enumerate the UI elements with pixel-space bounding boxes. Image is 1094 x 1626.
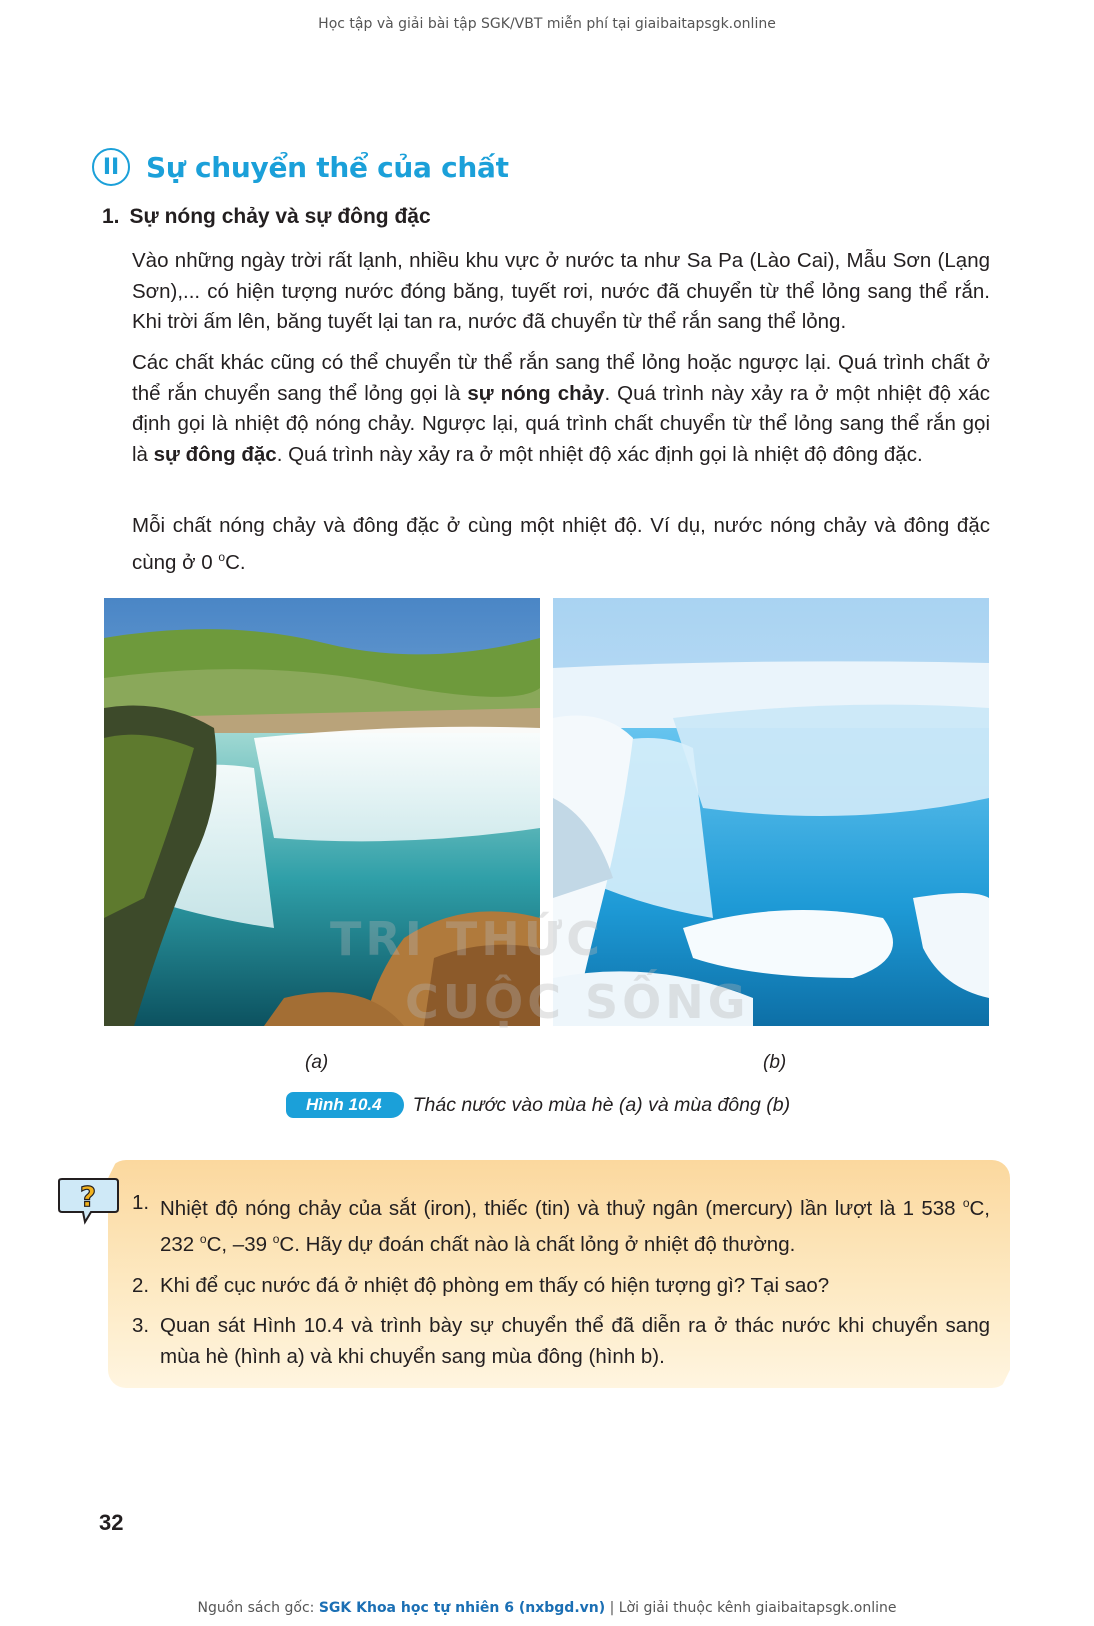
question-item	[132, 1188, 990, 1261]
paragraph-3-text: C.	[225, 550, 246, 574]
watermark-line-1: TRI THỨC	[330, 912, 604, 966]
subsection-title: Sự nóng chảy và sự đông đặc	[129, 205, 431, 228]
figure-caption-label: Hình 10.4	[286, 1092, 404, 1118]
term-solidification: sự đông đặc	[153, 442, 277, 466]
question-bubble-icon	[55, 1177, 121, 1225]
section-title: Sự chuyển thể của chất	[146, 150, 509, 184]
degree-mark: o	[962, 1196, 970, 1210]
section-heading	[92, 148, 509, 186]
winter-waterfall-image	[553, 598, 989, 1026]
figure-label-a: (a)	[305, 1052, 329, 1073]
term-melting: sự nóng chảy	[467, 381, 605, 405]
question-number: 3.	[132, 1314, 150, 1338]
paragraph-1: Vào những ngày trời rất lạnh, nhiều khu vực ở nước ta như Sa Pa (Lào Cai), Mẫu Sơn (Lạng Sơn),... có hiện tượng nước đóng băng, tuyết rơi, nước đã chuyển từ thể lỏng sang thể rắn. Khi trời ấm lên, băng tuyết lại tan ra, nước đã chuyển từ thể rắn sang thể lỏng.	[132, 249, 990, 333]
paragraph-2	[132, 348, 990, 470]
figure-caption	[286, 1092, 790, 1118]
paragraph-3-text: Mỗi chất nóng chảy và đông đặc ở cùng một nhiệt độ. Ví dụ, nước nóng chảy và đông đặc cùng ở 0	[132, 514, 990, 574]
page-header: Học tập và giải bài tập SGK/VBT miễn phí tại giaibaitapsgk.online	[318, 16, 776, 32]
degree-mark: o	[199, 1232, 207, 1247]
paragraph-2-text: . Quá trình này xảy ra ở một nhiệt độ xác định gọi là nhiệt độ nóng chảy. Ngược lại, quá trình chất chuyển từ thể lỏng sang thể rắn gọi là	[132, 381, 990, 466]
degree-mark: o	[218, 549, 226, 564]
question-text-part: Nhiệt độ nóng chảy của sắt (iron), thiếc (tin) và thuỷ ngân (mercury) lần lượt là 1 538	[160, 1196, 963, 1220]
question-text-part: C. Hãy dự đoán chất nào là chất lỏng ở nhiệt độ thường.	[279, 1233, 796, 1257]
paragraph-2-text: Các chất khác cũng có thể chuyển từ thể rắn sang thể lỏng hoặc ngược lại. Quá trình chất ở thể rắn chuyển sang thể lỏng gọi là	[132, 351, 990, 405]
paragraph-3	[132, 511, 990, 578]
question-item	[132, 1271, 990, 1302]
question-text-part: C, –39	[206, 1233, 273, 1257]
footer-source-link[interactable]: SGK Khoa học tự nhiên 6 (nxbgd.vn)	[318, 1600, 606, 1616]
page-number: 32	[99, 1510, 124, 1535]
figure-label-b: (b)	[763, 1052, 787, 1073]
subsection-number: 1.	[102, 205, 120, 228]
question-text: Khi để cục nước đá ở nhiệt độ phòng em thấy có hiện tượng gì? Tại sao?	[160, 1273, 830, 1297]
degree-mark: o	[272, 1232, 280, 1247]
question-list	[132, 1188, 990, 1382]
subsection-heading	[102, 205, 431, 229]
question-text	[160, 1188, 990, 1261]
question-item	[132, 1311, 990, 1372]
section-numeral: II	[92, 148, 130, 186]
question-number: 1.	[132, 1191, 150, 1214]
question-number: 2.	[132, 1273, 150, 1297]
page-footer	[0, 1600, 1094, 1616]
footer-suffix: | Lời giải thuộc kênh giaibaitapsgk.online	[605, 1600, 897, 1616]
paragraph-2-text: . Quá trình này xảy ra ở một nhiệt độ xác định gọi là nhiệt độ đông đặc.	[276, 442, 923, 466]
question-text-part: C, 232	[160, 1196, 990, 1257]
question-text: Quan sát Hình 10.4 và trình bày sự chuyển thể đã diễn ra ở thác nước khi chuyển sang mùa hè (hình a) và khi chuyển sang mùa đông (hình b).	[160, 1314, 990, 1368]
footer-prefix: Nguồn sách gốc:	[197, 1600, 319, 1616]
svg-text:?: ?	[79, 1180, 97, 1213]
figure-caption-text: Thác nước vào mùa hè (a) và mùa đông (b)	[412, 1093, 791, 1116]
watermark-line-2: CUỘC SỐNG	[405, 975, 750, 1029]
